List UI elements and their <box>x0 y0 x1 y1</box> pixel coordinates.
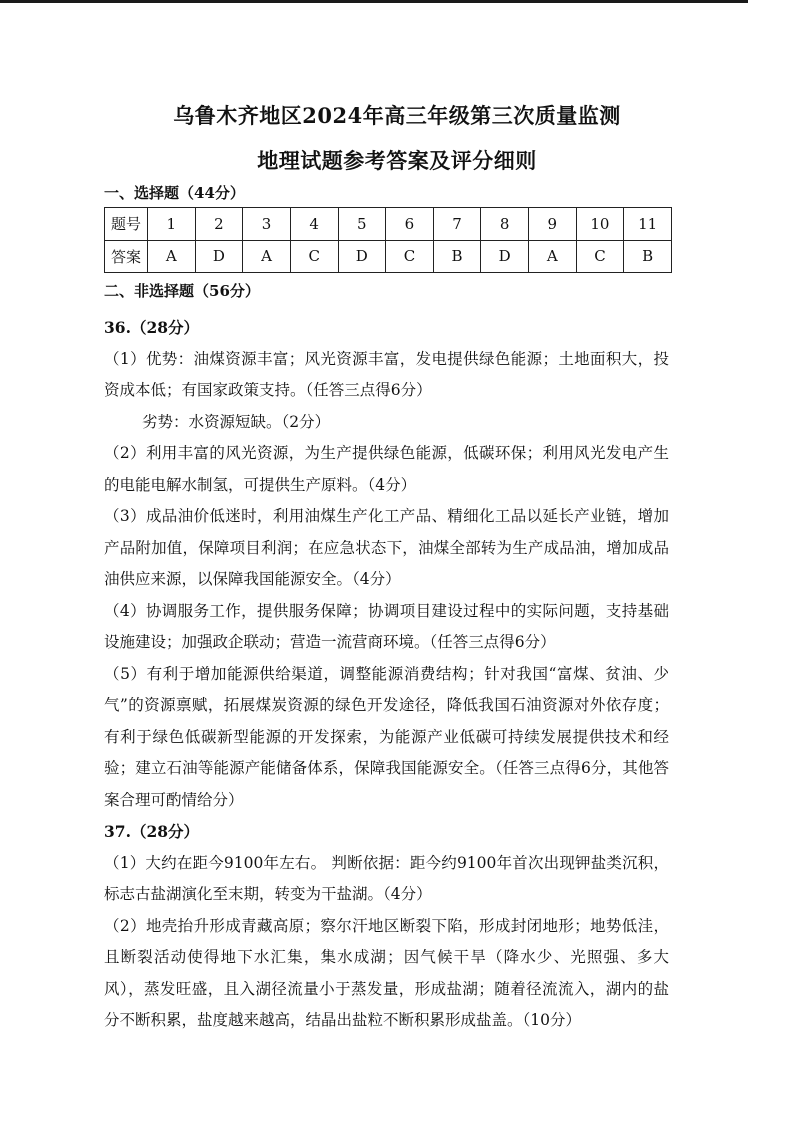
q36-part5: （5）有利于增加能源供给渠道，调整能源消费结构；针对我国“富煤、贫油、少气”的资源禀赋，拓展煤炭资源的绿色开发途径，降低我国石油资源对外依存度；有利于绿色低碳新型能源的开发探索，为能源产业低碳可持续发展提供技术和经验；建立石油等能源产能储备体系，保障我国能源安全。（任答三点得6分，其他答案合理可酌情给分） <box>104 664 669 809</box>
answer-cell: A <box>243 240 291 273</box>
answer-body <box>104 312 669 1037</box>
question-number: 8 <box>481 208 529 241</box>
answer-cell: C <box>576 240 624 273</box>
answer-cell: B <box>624 240 672 273</box>
answer-cell: C <box>386 240 434 273</box>
q36-part1: （1）优势：油煤资源丰富；风光资源丰富，发电提供绿色能源；土地面积大，投资成本低；有国家政策支持。（任答三点得6分） <box>104 349 669 399</box>
q37-part1: （1）大约在距今9100年左右。 判断依据：距今约9100年首次出现钾盐类沉积，标志古盐湖演化至末期，转变为干盐湖。（4分） <box>104 853 669 903</box>
question-number: 6 <box>386 208 434 241</box>
question-number: 7 <box>433 208 481 241</box>
section-heading-nonchoice: 二、非选择题（56分） <box>104 282 260 300</box>
question-number: 1 <box>148 208 196 241</box>
row-label: 题号 <box>105 208 148 241</box>
q37-part2: （2）地壳抬升形成青藏高原；察尔汗地区断裂下陷，形成封闭地形；地势低洼，且断裂活动使得地下水汇集，集水成湖；因气候干旱（降水少、光照强、多大风），蒸发旺盛，且入湖径流量小于蒸发量，形成盐湖；随着径流流入，湖内的盐分不断积累，盐度越来越高，结晶出盐粒不断积累形成盐盖。（10分） <box>104 916 669 1029</box>
answer-cell: D <box>338 240 386 273</box>
answer-cell: D <box>481 240 529 273</box>
answer-cell: A <box>529 240 577 273</box>
question-36-heading: 36.（28分） <box>104 318 200 337</box>
table-row-answers <box>105 240 672 273</box>
answer-cell: A <box>148 240 196 273</box>
answer-table <box>104 207 672 273</box>
question-number: 10 <box>576 208 624 241</box>
question-number: 2 <box>195 208 243 241</box>
row-label: 答案 <box>105 240 148 273</box>
table-row-numbers <box>105 208 672 241</box>
question-number: 11 <box>624 208 672 241</box>
q36-part4: （4）协调服务工作，提供服务保障；协调项目建设过程中的实际问题，支持基础设施建设；加强政企联动；营造一流营商环境。（任答三点得6分） <box>104 601 669 651</box>
question-number: 4 <box>290 208 338 241</box>
answer-cell: B <box>433 240 481 273</box>
document-title: 乌鲁木齐地区2024年高三年级第三次质量监测 <box>173 103 621 128</box>
answer-cell: D <box>195 240 243 273</box>
q36-part3: （3）成品油价低迷时，利用油煤生产化工产品、精细化工品以延长产业链，增加产品附加值，保障项目利润；在应急状态下，油煤全部转为生产成品油，增加成品油供应来源，以保障我国能源安全。（4分） <box>104 507 669 588</box>
question-number: 5 <box>338 208 386 241</box>
top-rule <box>0 0 748 3</box>
question-number: 3 <box>243 208 291 241</box>
question-37-heading: 37.（28分） <box>104 822 200 841</box>
document-subtitle: 地理试题参考答案及评分细则 <box>257 148 537 173</box>
section-heading-choice: 一、选择题（44分） <box>104 184 245 202</box>
question-number: 9 <box>529 208 577 241</box>
q36-part1-disadvantage: 劣势：水资源短缺。（2分） <box>142 412 331 431</box>
q36-part2: （2）利用丰富的风光资源，为生产提供绿色能源，低碳环保；利用风光发电产生的电能电解水制氢，可提供生产原料。（4分） <box>104 444 669 494</box>
answer-cell: C <box>290 240 338 273</box>
